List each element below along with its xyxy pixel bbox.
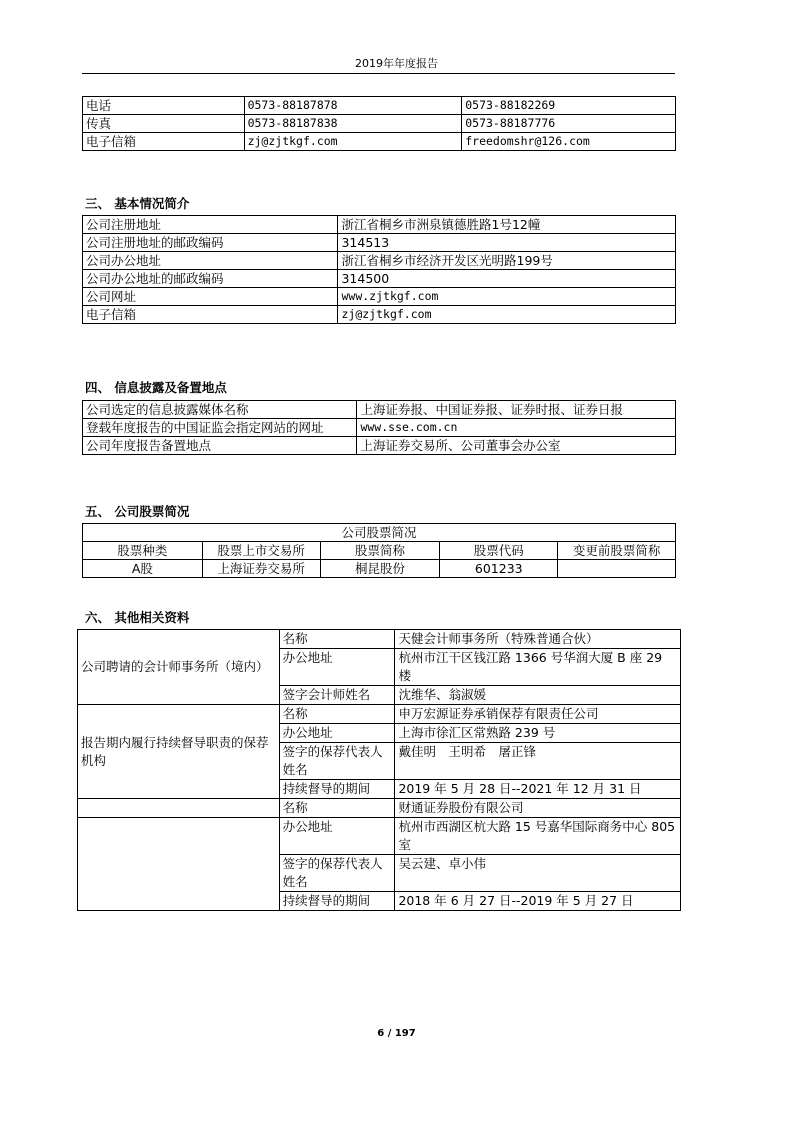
row-value: 314513 (338, 234, 676, 252)
row-key: 办公地址 (279, 724, 395, 743)
table-cell: 上海证券交易所 (202, 560, 320, 578)
row-value: www.sse.com.cn (357, 419, 676, 437)
row-value: 天健会计师事务所（特殊普通合伙） (395, 630, 681, 649)
row-label: 公司注册地址的邮政编码 (83, 234, 338, 252)
page-number: 6 / 197 (377, 1028, 416, 1039)
row-value: 杭州市西湖区杭大路 15 号嘉华国际商务中心 805 室 (395, 818, 681, 855)
row-value: 杭州市江干区钱江路 1366 号华润大厦 B 座 29 楼 (395, 649, 681, 686)
disclosure-table (82, 400, 676, 455)
table-row (78, 705, 681, 724)
table-cell: A股 (83, 560, 203, 578)
row-key: 名称 (279, 705, 395, 724)
row-key: 名称 (279, 630, 395, 649)
row-label: 公司注册地址 (83, 216, 338, 234)
contact-label: 电话 (83, 97, 245, 115)
other-info-table (77, 629, 681, 911)
contact-label: 传真 (83, 115, 245, 133)
row-key: 办公地址 (279, 649, 395, 686)
row-value: 浙江省桐乡市洲泉镇德胜路1号12幢 (338, 216, 676, 234)
contact-table (82, 96, 676, 151)
row-label: 公司办公地址的邮政编码 (83, 270, 338, 288)
stock-table (82, 523, 676, 578)
row-label: 公司办公地址 (83, 252, 338, 270)
table-row (83, 560, 676, 578)
row-value: 上海市徐汇区常熟路 239 号 (395, 724, 681, 743)
row-value: 沈维华、翁淑媛 (395, 686, 681, 705)
column-header: 股票代码 (440, 542, 558, 560)
stock-table-title: 公司股票简况 (83, 524, 676, 542)
section-5-title: 五、 公司股票简况 (85, 504, 190, 519)
table-row (83, 115, 676, 133)
row-value: 吴云建、卓小伟 (395, 855, 681, 892)
column-header: 股票简称 (320, 542, 440, 560)
row-key: 持续督导的期间 (279, 780, 395, 799)
row-value: 上海证券报、中国证券报、证券时报、证券日报 (357, 401, 676, 419)
sponsor-label: 报告期内履行持续督导职责的保荐机构 (78, 705, 280, 799)
row-value: zj@zjtkgf.com (338, 306, 676, 324)
row-value: 戴佳明 王明希 屠正锋 (395, 743, 681, 780)
contact-value: 0573-88187878 (244, 97, 462, 115)
row-value: www.zjtkgf.com (338, 288, 676, 306)
table-row (78, 630, 681, 649)
contact-value: 0573-88182269 (462, 97, 676, 115)
row-value: 浙江省桐乡市经济开发区光明路199号 (338, 252, 676, 270)
table-row (83, 270, 676, 288)
table-row (83, 288, 676, 306)
table-cell: 桐昆股份 (320, 560, 440, 578)
table-row (83, 97, 676, 115)
page-header: 2019年年度报告 (355, 57, 438, 70)
row-value: 上海证券交易所、公司董事会办公室 (357, 437, 676, 455)
table-row (78, 818, 681, 855)
contact-value: zj@zjtkgf.com (244, 133, 462, 151)
column-header: 股票种类 (83, 542, 203, 560)
contact-label: 电子信箱 (83, 133, 245, 151)
table-cell: 601233 (440, 560, 558, 578)
contact-value: 0573-88187838 (244, 115, 462, 133)
row-label: 公司年度报告备置地点 (83, 437, 357, 455)
row-key: 签字会计师姓名 (279, 686, 395, 705)
auditor-label: 公司聘请的会计师事务所（境内） (78, 630, 280, 705)
header-rule (82, 73, 675, 74)
table-row (83, 524, 676, 542)
table-row (83, 401, 676, 419)
table-row (78, 799, 681, 818)
row-key: 办公地址 (279, 818, 395, 855)
row-label: 公司选定的信息披露媒体名称 (83, 401, 357, 419)
row-label: 登载年度报告的中国证监会指定网站的网址 (83, 419, 357, 437)
table-row (83, 419, 676, 437)
section-3-title: 三、 基本情况简介 (85, 196, 190, 211)
row-value: 申万宏源证券承销保荐有限责任公司 (395, 705, 681, 724)
section-6-title: 六、 其他相关资料 (85, 610, 190, 625)
row-value: 财通证券股份有限公司 (395, 799, 681, 818)
table-row (83, 306, 676, 324)
table-row (83, 252, 676, 270)
row-value: 314500 (338, 270, 676, 288)
row-label: 电子信箱 (83, 306, 338, 324)
empty-cell (78, 799, 280, 818)
row-key: 签字的保荐代表人姓名 (279, 743, 395, 780)
column-header: 股票上市交易所 (202, 542, 320, 560)
row-key: 名称 (279, 799, 395, 818)
contact-value: 0573-88187776 (462, 115, 676, 133)
basic-info-table (82, 215, 676, 324)
contact-value: freedomshr@126.com (462, 133, 676, 151)
row-key: 签字的保荐代表人姓名 (279, 855, 395, 892)
table-cell (558, 560, 676, 578)
row-label: 公司网址 (83, 288, 338, 306)
empty-cell (78, 818, 280, 911)
table-row (83, 216, 676, 234)
row-value: 2019 年 5 月 28 日--2021 年 12 月 31 日 (395, 780, 681, 799)
section-4-title: 四、 信息披露及备置地点 (85, 380, 227, 395)
table-row (83, 437, 676, 455)
table-row (83, 133, 676, 151)
column-header: 变更前股票简称 (558, 542, 676, 560)
table-row (83, 542, 676, 560)
table-row (83, 234, 676, 252)
row-value: 2018 年 6 月 27 日--2019 年 5 月 27 日 (395, 892, 681, 911)
row-key: 持续督导的期间 (279, 892, 395, 911)
